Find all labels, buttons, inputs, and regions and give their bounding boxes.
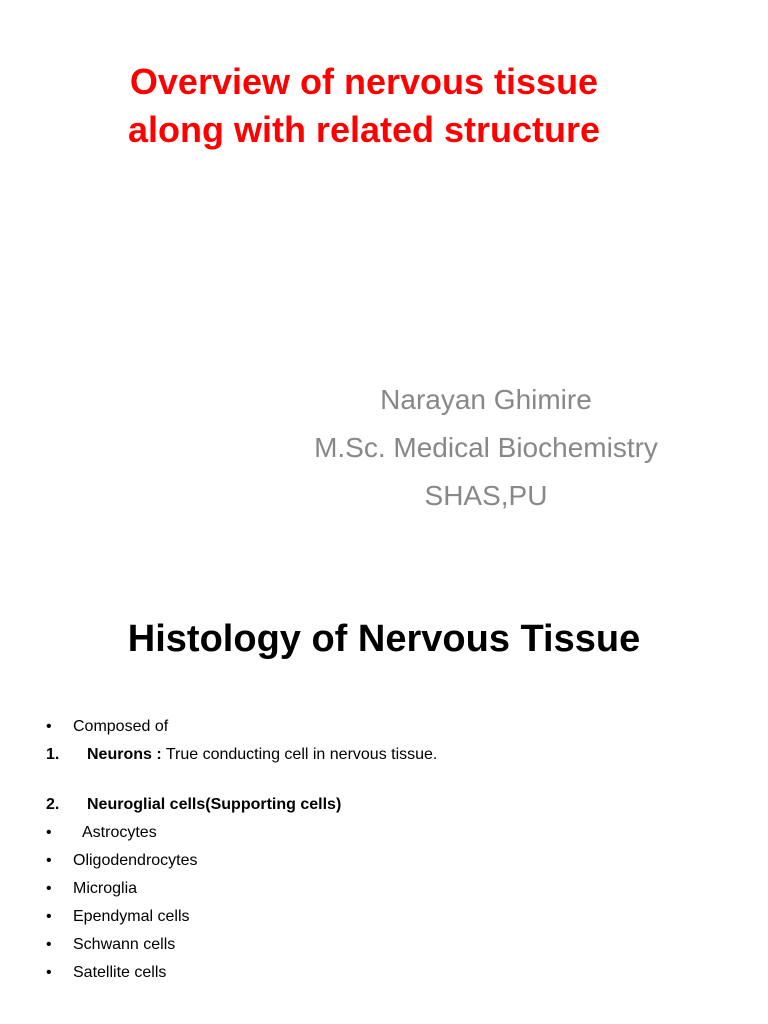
bullet-marker: • (46, 936, 52, 953)
item-number: 2. (46, 796, 60, 813)
title-line: along with related structure (127, 109, 601, 150)
list-item (46, 713, 746, 741)
list-item (46, 903, 746, 931)
item-number: 1. (46, 746, 60, 763)
bullet-marker: • (46, 908, 52, 925)
author-name: Narayan Ghimire (380, 384, 592, 415)
list-item (46, 819, 746, 847)
item-label: Neuroglial cells(Supporting cells) (87, 796, 342, 813)
numbered-item-neuroglia (46, 791, 746, 819)
content-slide (0, 577, 768, 1024)
bullet-marker: • (46, 824, 52, 841)
list-item (46, 959, 746, 987)
list-item (46, 931, 746, 959)
bullet-marker: • (46, 964, 52, 981)
list-item (46, 847, 746, 875)
list-item-text: Composed of (73, 718, 169, 735)
bullet-marker: • (46, 852, 52, 869)
author-degree: M.Sc. Medical Biochemistry (314, 432, 658, 463)
list-item-text: Astrocytes (82, 824, 157, 841)
bullet-marker: • (46, 880, 52, 897)
list-item (46, 875, 746, 903)
author-info (266, 376, 706, 520)
slide-heading: Histology of Nervous Tissue (127, 618, 641, 660)
spacer (46, 769, 746, 791)
title-line: Overview of nervous tissue (129, 61, 599, 102)
list-item-text (87, 741, 437, 769)
bullet-marker: • (46, 718, 52, 735)
numbered-item-neurons (46, 741, 746, 769)
list-item-text: Schwann cells (73, 936, 176, 953)
content-list (46, 713, 746, 987)
list-item-text: Microglia (73, 880, 138, 897)
list-item-text: Oligodendrocytes (73, 852, 198, 869)
author-institution: SHAS,PU (424, 480, 548, 511)
item-description: True conducting cell in nervous tissue. (161, 746, 438, 763)
item-label: Neurons : (87, 746, 162, 763)
list-item-text: Ependymal cells (73, 908, 190, 925)
list-item-text: Satellite cells (73, 964, 167, 981)
slide-title (0, 58, 728, 154)
